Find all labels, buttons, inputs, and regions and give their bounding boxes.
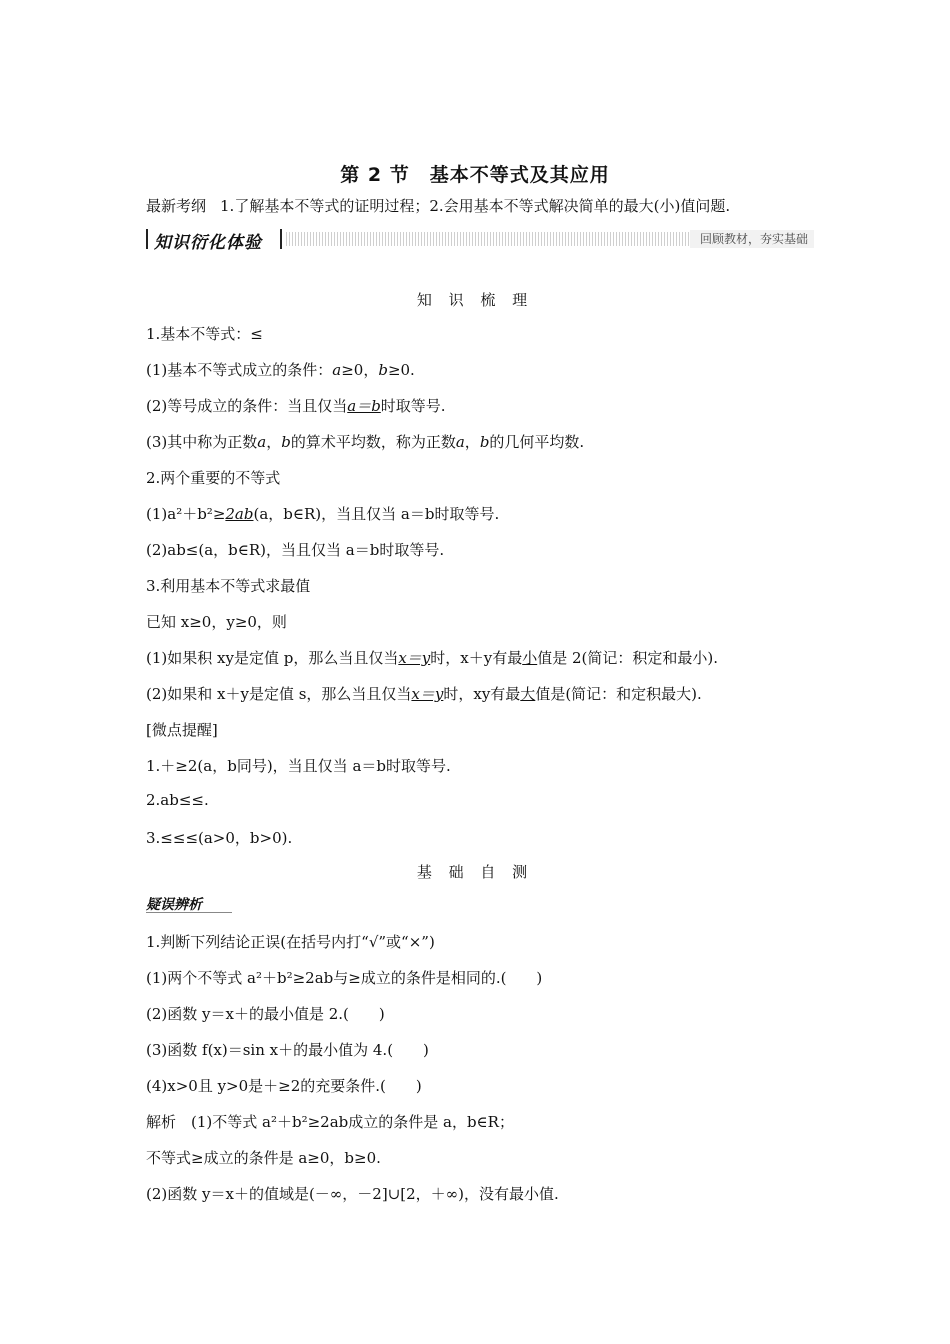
banner-title: 知识衍化体验 <box>154 233 262 253</box>
section-heading-knowledge: 知 识 梳 理 <box>416 291 534 309</box>
question-line: (3)函数 f(x)＝sin x＋的最小值为 4.( ) <box>146 1041 429 1059</box>
text-line <box>146 395 446 416</box>
underlined-answer: 大 <box>520 685 536 703</box>
syllabus-outline <box>146 195 730 216</box>
error-analysis-badge <box>146 894 232 913</box>
section-heading-self-test: 基 础 自 测 <box>416 863 534 881</box>
question-line: 1.判断下列结论正误(在括号内打“√”或“×”) <box>146 933 435 951</box>
text-span: 时，xy有最 <box>443 685 521 703</box>
text-span: (2)等号成立的条件：当且仅当 <box>146 397 348 415</box>
text-span: ， <box>266 433 282 451</box>
text-line <box>146 359 415 380</box>
text-line: 已知 x≥0，y≥0，则 <box>146 613 287 631</box>
question-line: (2)函数 y＝x＋的最小值是 2.( ) <box>146 1005 385 1023</box>
text-span: (a，b∈R)，当且仅当 a＝b时取等号. <box>253 505 500 523</box>
text-line <box>146 647 718 668</box>
text-line: 2.两个重要的不等式 <box>146 469 281 487</box>
text-line <box>146 503 499 524</box>
math-var: b <box>281 433 291 451</box>
underlined-answer: x＝y <box>411 685 444 703</box>
text-line: 1.基本不等式：≤ <box>146 325 263 343</box>
text-line: 3.利用基本不等式求最值 <box>146 577 311 595</box>
text-span: 值是 2(简记：积定和最小). <box>537 649 719 667</box>
banner-divider <box>280 229 282 249</box>
text-span: ≥0. <box>387 361 415 379</box>
page-title: 第 2 节 基本不等式及其应用 <box>340 164 610 186</box>
underlined-answer: 小 <box>522 649 538 667</box>
math-var: b <box>378 361 388 379</box>
text-line: (2)ab≤(a，b∈R)，当且仅当 a＝b时取等号. <box>146 541 445 559</box>
answer-line: (2)函数 y＝x＋的值域是(－∞，－2]∪[2，＋∞)，没有最小值. <box>146 1185 559 1203</box>
text-span: 值是(简记：和定积最大). <box>535 685 702 703</box>
text-span: 的算术平均数，称为正数 <box>290 433 456 451</box>
text-span: ≥0， <box>341 361 379 379</box>
text-span: (2)如果和 x＋y是定值 s，那么当且仅当 <box>146 685 412 703</box>
answer-line: 解析 (1)不等式 a²＋b²≥2ab成立的条件是 a，b∈R； <box>146 1113 514 1131</box>
math-var: a <box>257 433 267 451</box>
text-line: 3.≤≤≤(a>0，b>0). <box>146 829 293 847</box>
text-span: 的几何平均数. <box>489 433 585 451</box>
text-line: [微点提醒] <box>146 721 218 739</box>
text-line: 1.＋≥2(a，b同号)，当且仅当 a＝b时取等号. <box>146 757 451 775</box>
text-line: 2.ab≤≤. <box>146 791 209 809</box>
text-span: (1)如果积 xy是定值 p，那么当且仅当 <box>146 649 399 667</box>
math-var: a <box>455 433 465 451</box>
syllabus-label: 最新考纲 <box>146 197 207 215</box>
underlined-answer: 2ab <box>225 505 254 523</box>
text-span: 时取等号. <box>380 397 446 415</box>
syllabus-text: 1.了解基本不等式的证明过程；2.会用基本不等式解决简单的最大(小)值问题. <box>220 197 731 215</box>
text-line <box>146 431 584 452</box>
badge-label: 疑误辨析 <box>146 897 202 913</box>
underlined-answer: x＝y <box>398 649 431 667</box>
math-var: b <box>479 433 490 451</box>
text-span: (3)其中称为正数 <box>146 433 258 451</box>
banner-left-bar <box>146 229 148 249</box>
text-line <box>146 683 702 704</box>
question-line: (4)x>0且 y>0是＋≥2的充要条件.( ) <box>146 1077 422 1095</box>
banner-tag: 回顾教材，夯实基础 <box>690 230 814 248</box>
text-span: (1)基本不等式成立的条件： <box>146 361 333 379</box>
section-banner <box>146 227 814 251</box>
text-span: (1)a²＋b²≥ <box>146 505 226 523</box>
question-line: (1)两个不等式 a²＋b²≥2ab与≥成立的条件是相同的.( ) <box>146 969 543 987</box>
math-var: a <box>332 361 342 379</box>
answer-line: 不等式≥成立的条件是 a≥0，b≥0. <box>146 1149 381 1167</box>
text-span: 时，x＋y有最 <box>430 649 523 667</box>
underlined-answer: a＝b <box>347 397 381 415</box>
text-span: ， <box>464 433 480 451</box>
